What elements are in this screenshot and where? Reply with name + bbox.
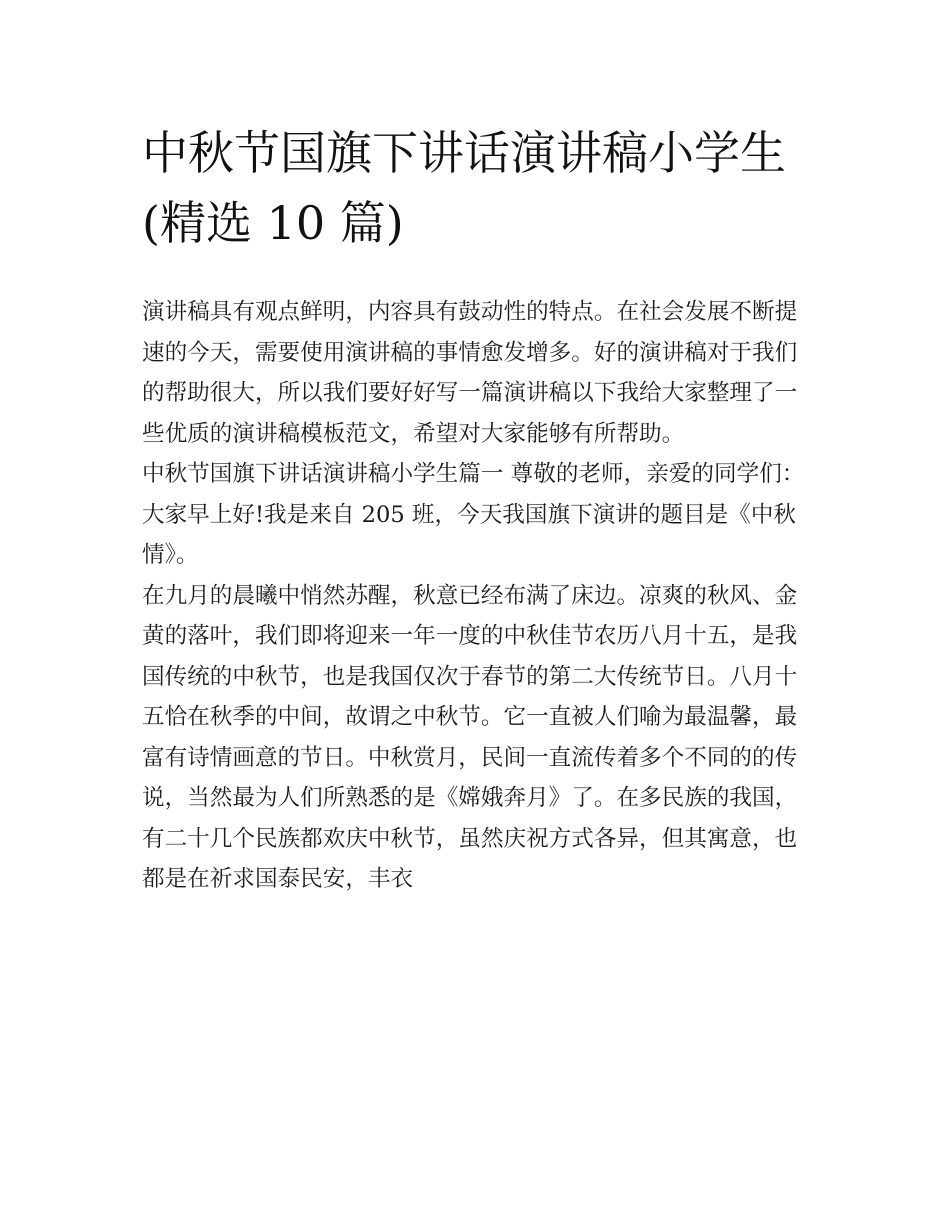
document-body [142, 292, 814, 900]
document-page [142, 118, 814, 900]
intro-paragraph: 演讲稿具有观点鲜明，内容具有鼓动性的特点。在社会发展不断提速的今天，需要使用演讲稿的事情愈发增多。好的演讲稿对于我们的帮助很大，所以我们要好好写一篇演讲稿以下我给大家整理了一些优质的演讲稿模板范文，希望对大家能够有所帮助。 [142, 299, 798, 447]
document-title: 中秋节国旗下讲话演讲稿小学生(精选 10 篇) [142, 126, 786, 250]
speech-opening-paragraph: 中秋节国旗下讲话演讲稿小学生篇一 尊敬的老师，亲爱的同学们： 大家早上好!我是来自 205 班，今天我国旗下演讲的题目是《中秋情》。 [142, 461, 805, 568]
mid-autumn-paragraph: 在九月的晨曦中悄然苏醒，秋意已经布满了床边。凉爽的秋风、金黄的落叶，我们即将迎来一年一度的中秋佳节农历八月十五，是我国传统的中秋节，也是我国仅次于春节的第二大传统节日。八月十五恰在秋季的中间，故谓之中秋节。它一直被人们喻为最温馨，最富有诗情画意的节日。中秋赏月，民间一直流传着多个不同的的传说，当然最为人们所熟悉的是《嫦娥奔月》了。在多民族的我国，有二十几个民族都欢庆中秋节，虽然庆祝方式各异，但其寓意，也都是在祈求国泰民安，丰衣 [142, 582, 798, 892]
